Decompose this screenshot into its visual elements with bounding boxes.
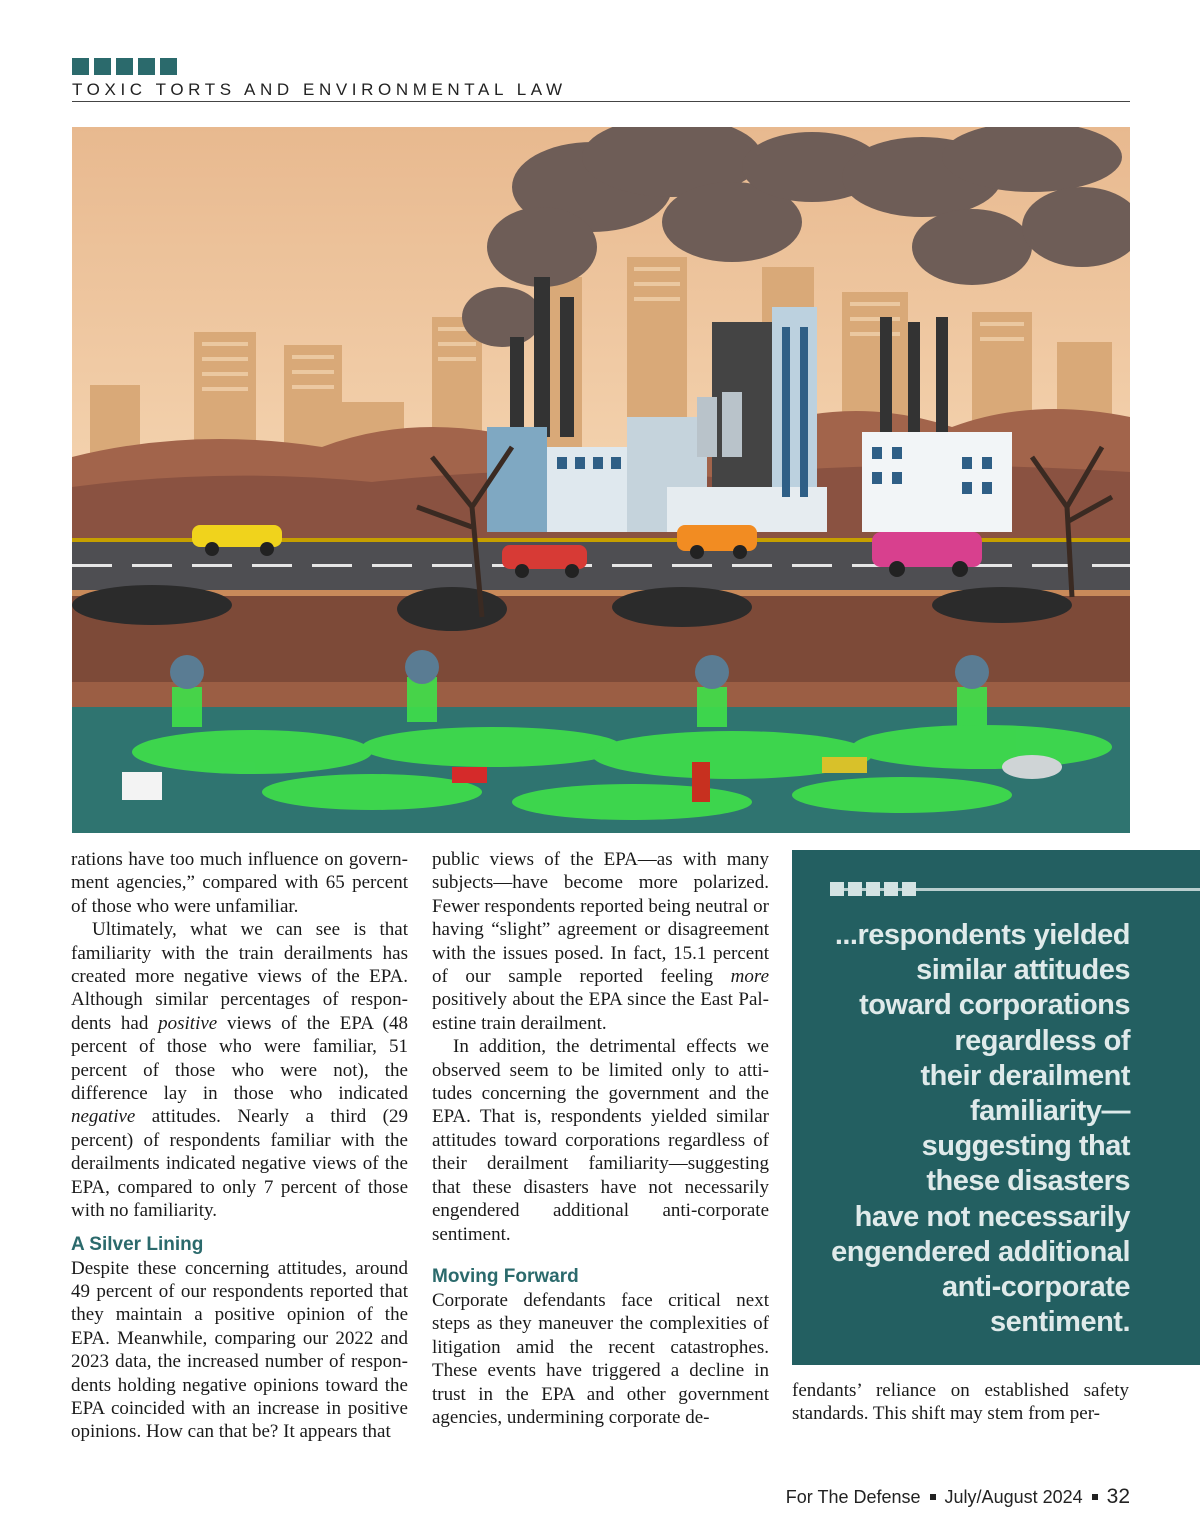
paragraph: Ultimately, what we can see is that familiarity with the train derailments has created more negative views of the EPA. Although similar percentages of respondents had positive views of the EPA (48 percent of those who were familiar, 51 percent of those who were not), the difference lay in those who indicated negative attitudes. Nearly a third (29 percent) of respondents familiar with the derailments indicated negative views of the EPA, compared to only 7 percent of those with no familiarity. [71,919,408,1222]
marker-square [160,58,177,75]
paragraph: Despite these concerning attitudes, around 49 percent of our respondents reported that they maintain a positive opinion of the EPA. Meanwhile, comparing our 2022 and 2023 data, the increased number of respondents holding negative opinions toward the EPA coincided with an increase in positive opinions. How can that be? It appears that [71,1257,408,1443]
section-marker-squares [72,58,177,75]
pull-quote-line: toward corporations [859,989,1130,1022]
pull-quote-line: have not necessarily [854,1200,1130,1233]
paragraph: In addition, the detrimental effects we observed seem to be limited only to attitudes concerning the government and the EPA. That is, respondents yielded similar attitudes toward corporations regardless of their derailment familiarity—suggesting that these disasters have not necessarily engendered additional anti-corporate sentiment. [432,1036,769,1245]
marker-square [94,58,111,75]
paragraph: public views of the EPA—as with many subjects—have become more polarized. Fewer respondents reported being neutral or having “slight” agreement or disagreement with the issues posed. In fact, 15.1 percent of our sample reported feeling more positively about the EPA since the East Palestine train derailment. [432,849,769,1034]
separator-square [930,1494,936,1500]
marker-square [830,882,844,896]
pull-quote-line: suggesting that [921,1130,1130,1163]
section-divider [72,101,1130,102]
marker-square [72,58,89,75]
pull-quote-line: familiarity— [970,1095,1130,1128]
marker-square [138,58,155,75]
marker-square [866,882,880,896]
article-column-2 [432,848,769,1429]
pull-quote-line: sentiment. [989,1306,1130,1339]
paragraph: fendants’ reliance on established safety standards. This shift may stem from per- [792,1380,1129,1425]
pull-quote-line: these disasters [926,1165,1130,1198]
marker-square [884,882,898,896]
subheading-moving-forward: Moving Forward [432,1265,579,1287]
marker-square [902,882,916,896]
issue-date: July/August 2024 [944,1486,1083,1507]
marker-square [116,58,133,75]
paragraph: Corporate defendants face critical next steps as they maneuver the complexities of litigation amid the recent catastrophes. These events have triggered a decline in trust in the EPA and other government agencies, undermining corporate de- [432,1289,769,1428]
marker-square [848,882,862,896]
subheading-silver-lining: A Silver Lining [71,1233,204,1255]
separator-square [1092,1494,1098,1500]
pull-quote-line: ...respondents yielded [834,919,1130,951]
pull-quote-line: similar attitudes [916,954,1130,987]
pull-quote [792,850,1200,1365]
publication-name: For The Defense [785,1486,921,1507]
paragraph: rations have too much influence on government agencies,” compared with 65 percent of those who were unfamiliar. [71,849,408,917]
page-footer [786,1485,1130,1509]
pull-quote-line: regardless of [954,1024,1130,1057]
page-number: 32 [1106,1485,1130,1508]
pull-quote-line: their derailment [920,1059,1130,1092]
article-column-1 [71,848,408,1444]
article-column-3 [792,1379,1129,1426]
section-title: TOXIC TORTS AND ENVIRONMENTAL LAW [72,80,567,99]
pull-quote-marker-squares [830,882,916,896]
pull-quote-line: anti-corporate [942,1271,1130,1304]
pull-quote-text [800,918,1130,1340]
polluting-factory-illustration [72,127,1130,833]
pull-quote-line: engendered additional [831,1235,1130,1268]
